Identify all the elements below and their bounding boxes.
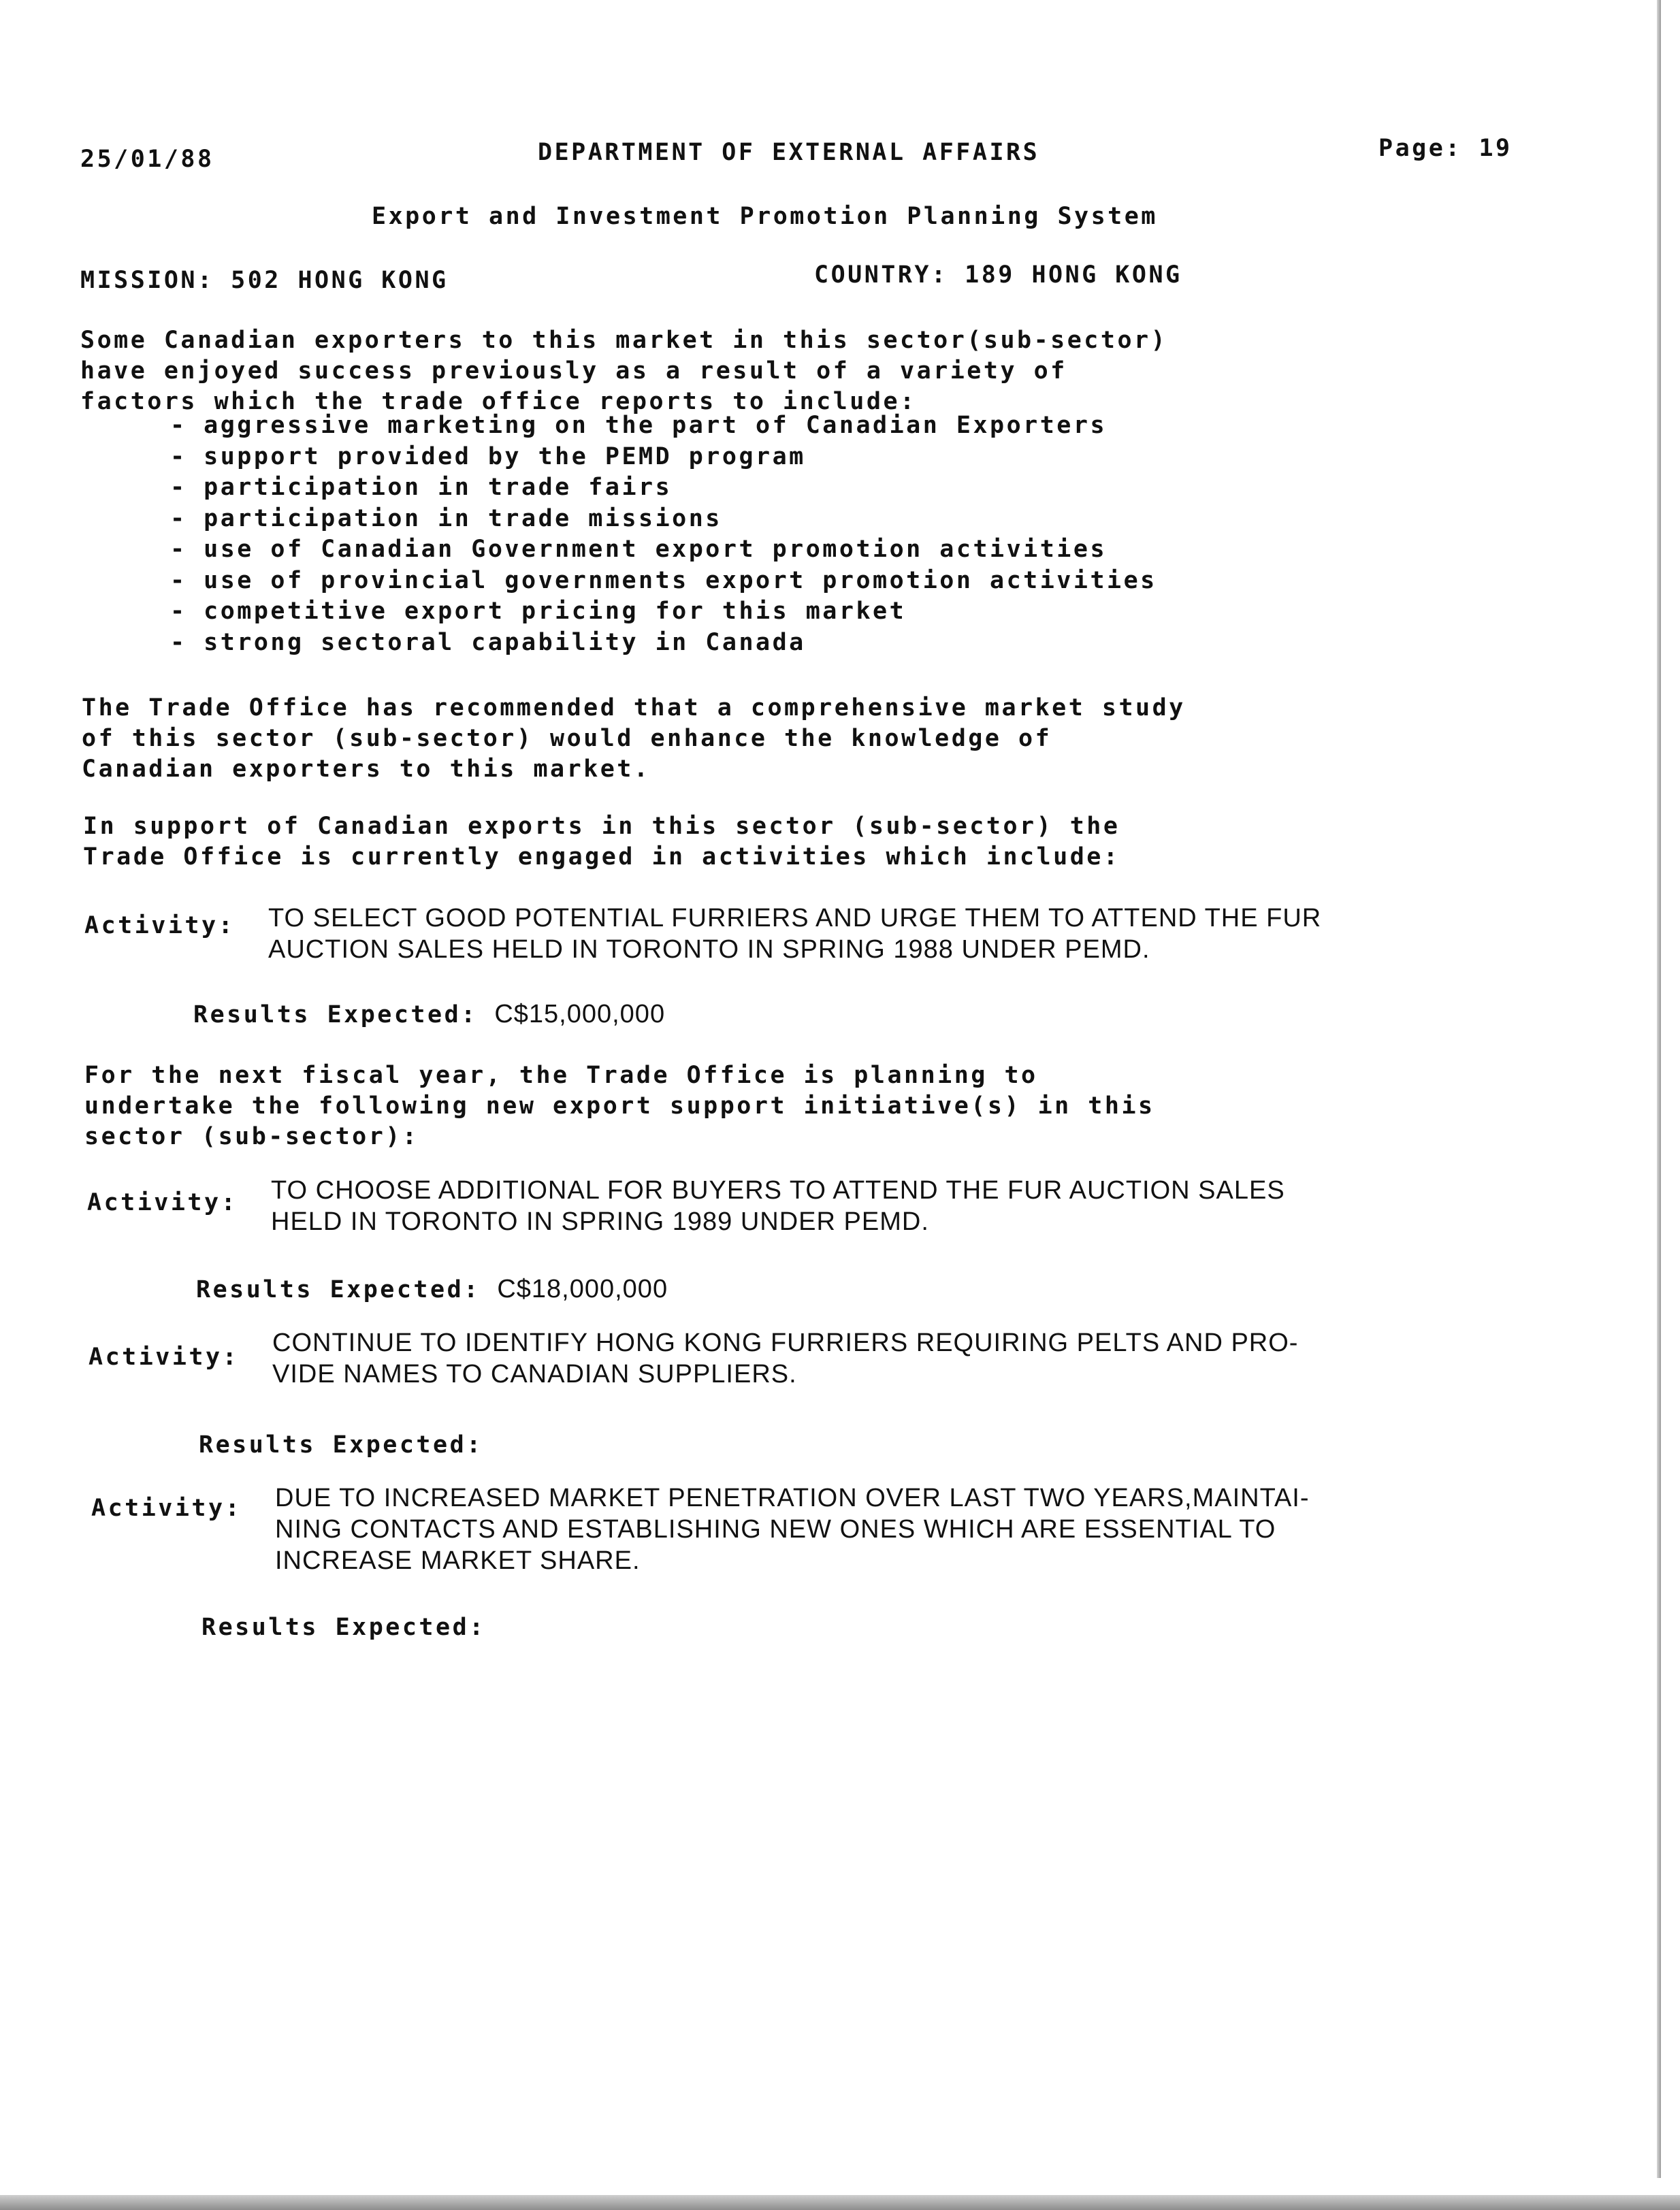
mission-line bbox=[80, 265, 449, 295]
factor-list bbox=[170, 410, 1157, 658]
activity-3-results bbox=[199, 1429, 500, 1460]
factor-item: - strong sectoral capability in Canada bbox=[170, 628, 806, 656]
system-title: Export and Investment Promotion Planning System bbox=[372, 203, 1158, 230]
activity-label: Activity: bbox=[84, 912, 236, 939]
results-label: Results Expected: bbox=[196, 1276, 481, 1303]
next-year-paragraph: For the next fiscal year, the Trade Office is planning to undertake the following new export support initiative(s) in this sector (sub-sector): bbox=[84, 1062, 1155, 1150]
activity-1-text: TO SELECT GOOD POTENTIAL FURRIERS AND URGE THEM TO ATTEND THE FUR AUCTION SALES HELD IN TORONTO IN SPRING 1988 UNDER PEMD. bbox=[268, 904, 1322, 964]
mission-label: MISSION: bbox=[80, 267, 214, 294]
activity-3-text: CONTINUE TO IDENTIFY HONG KONG FURRIERS REQUIRING PELTS AND PRO- VIDE NAMES TO CANADIAN SUPPLIERS. bbox=[272, 1329, 1299, 1388]
recommendation-paragraph: The Trade Office has recommended that a comprehensive market study of this sector (sub-sector) would enhance the knowledge of Canadian exporters to this market. bbox=[82, 694, 1186, 783]
factor-item: - use of provincial governments export promotion activities bbox=[170, 566, 1157, 594]
page-label: Page: bbox=[1378, 135, 1462, 162]
results-label: Results Expected: bbox=[201, 1614, 486, 1641]
activity-4-results bbox=[201, 1612, 502, 1642]
country-label: COUNTRY: bbox=[814, 261, 948, 289]
intro-paragraph: Some Canadian exporters to this market in this sector(sub-sector) have enjoyed success previously as a result of a variety of factors which the trade office reports to include: bbox=[80, 327, 1168, 415]
support-paragraph: In support of Canadian exports in this sector (sub-sector) the Trade Office is currently engaged in activities which include: bbox=[83, 813, 1120, 871]
mission-value: 502 HONG KONG bbox=[231, 267, 449, 294]
page-bottom-shadow bbox=[0, 2195, 1680, 2210]
activity-label: Activity: bbox=[91, 1495, 242, 1522]
results-label: Results Expected: bbox=[199, 1431, 483, 1459]
activity-2-result-value: C$18,000,000 bbox=[497, 1275, 668, 1303]
activity-1-results bbox=[193, 999, 665, 1030]
factor-item: - competitive export pricing for this market bbox=[170, 598, 907, 625]
activity-2-text: TO CHOOSE ADDITIONAL FOR BUYERS TO ATTEND THE FUR AUCTION SALES HELD IN TORONTO IN SPRING 1989 UNDER PEMD. bbox=[271, 1176, 1285, 1236]
page-edge-shadow bbox=[1657, 0, 1661, 2178]
factor-item: - support provided by the PEMD program bbox=[170, 442, 806, 470]
page-indicator bbox=[1378, 133, 1513, 163]
country-value: 189 HONG KONG bbox=[965, 261, 1182, 289]
department-title: DEPARTMENT OF EXTERNAL AFFAIRS bbox=[538, 139, 1040, 166]
factor-item: - participation in trade missions bbox=[170, 504, 722, 532]
activity-label: Activity: bbox=[88, 1344, 240, 1371]
activity-1-result-value: C$15,000,000 bbox=[494, 1000, 666, 1028]
factor-item: - participation in trade fairs bbox=[170, 474, 673, 501]
activity-label: Activity: bbox=[87, 1189, 238, 1216]
page-number: 19 bbox=[1479, 135, 1513, 162]
activity-2-results bbox=[196, 1274, 668, 1305]
factor-item: - use of Canadian Government export promotion activities bbox=[170, 536, 1108, 563]
factor-item: - aggressive marketing on the part of Canadian Exporters bbox=[170, 412, 1108, 439]
report-date: 25/01/88 bbox=[80, 146, 214, 173]
country-line bbox=[814, 260, 1182, 290]
activity-4-text: DUE TO INCREASED MARKET PENETRATION OVER LAST TWO YEARS,MAINTAI- NING CONTACTS AND ESTABLISHING NEW ONES WHICH ARE ESSENTIAL TO INCREASE MARKET SHARE. bbox=[275, 1484, 1310, 1575]
results-label: Results Expected: bbox=[193, 1001, 478, 1028]
